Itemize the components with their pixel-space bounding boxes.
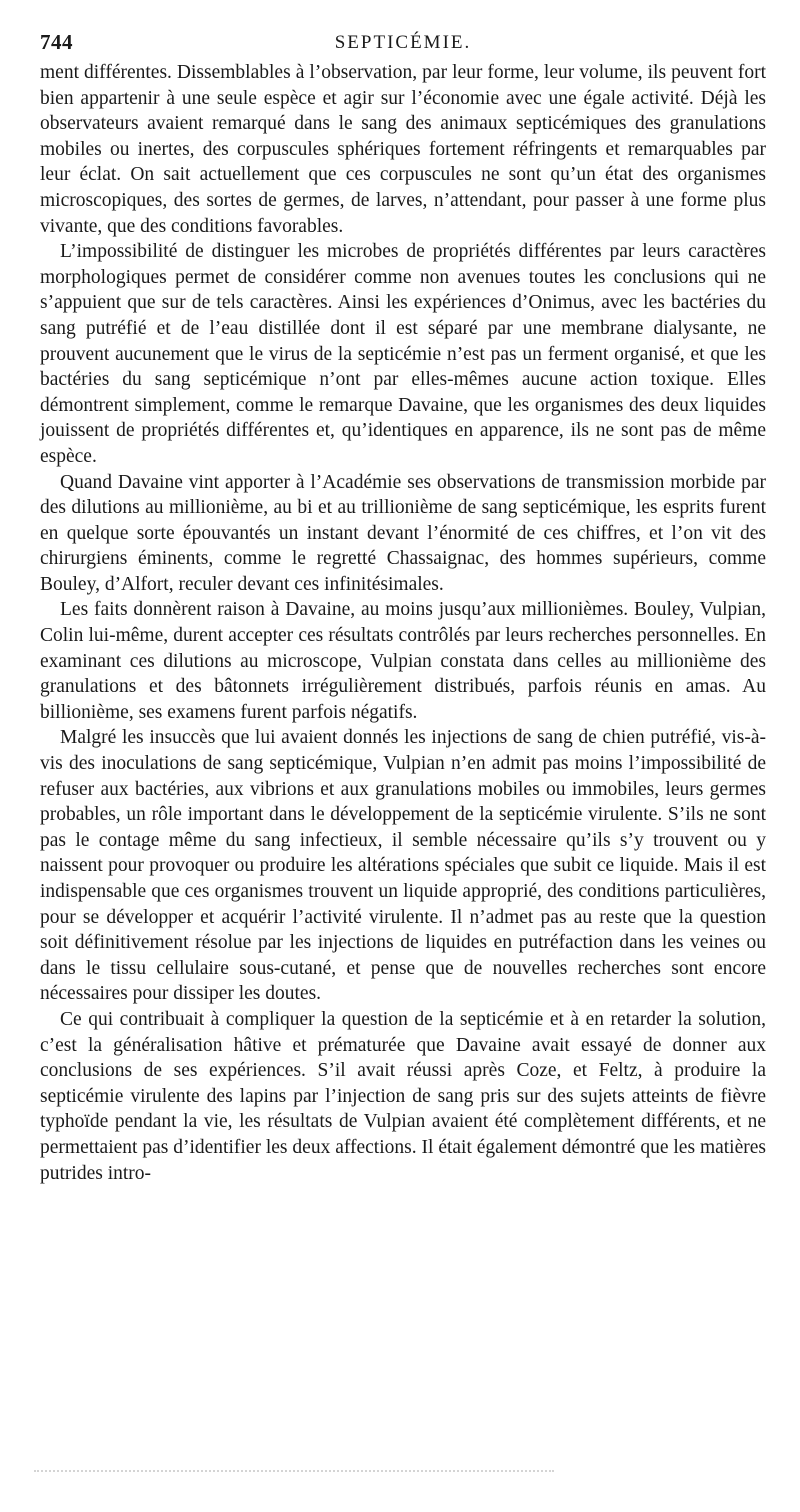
paragraph: Les faits donnèrent raison à Davaine, au moins jusqu’aux millionièmes. Bouley, Vulpian, Colin lui-même, durent accepter ces résultats contrôlés par leurs recherches personnelles. En examinant ces dilutions au microscope, Vulpian constata dans celles au millionième des granulations et des bâtonnets irrégulièrement distribués, parfois réunis en amas. Au billionième, ses examens furent parfois négatifs. <box>40 599 766 723</box>
paragraph: L’impossibilité de distinguer les microbes de propriétés différentes par leurs caractères morphologiques permet de considérer comme non avenues toutes les conclusions qui ne s’appuient que sur de tels caractères. Ainsi les expériences d’Onimus, avec les bactéries du sang putréfié et de l’eau distillée dont il est séparé par une membrane dialysante, ne prouvent aucunement que le virus de la septicémie n’est pas un ferment organisé, et que les bactéries du sang septicémique n’ont par elles-mêmes aucune action toxique. Elles démontrent simplement, comme le remarque Davaine, que les organismes des deux liquides jouissent de propriétés différentes et, qu’identiques en apparence, ils ne sont pas de même espèce. <box>40 241 766 467</box>
running-head <box>40 30 766 60</box>
paragraph-continued: ment différentes. Dissemblables à l’observation, par leur forme, leur volume, ils peuvent fort bien appartenir à une seule espèce et agir sur l’économie avec une égale activité. Déjà les observateurs avaient remarqué dans le sang des animaux septicémiques des granulations mobiles ou inertes, des corpuscules sphériques fortement réfringents et remarquables par leur éclat. On sait actuellement que ces corpuscules ne sont qu’un état des organismes microscopiques, des sortes de germes, de larves, n’attendant, pour passer à une forme plus vivante, que des conditions favorables. <box>40 62 766 237</box>
paragraph: Malgré les insuccès que lui avaient donnés les injections de sang de chien putréfié, vis-à-vis des inoculations de sang septicémique, Vulpian n’en admit pas moins l’impossibilité de refuser aux bactéries, aux vibrions et aux granulations mobiles ou immobiles, leurs germes probables, un rôle important dans le développement de la septicémie virulente. S’ils ne sont pas le contage même du sang infectieux, il semble nécessaire qu’ils s’y trouvent ou y naissent pour provoquer ou produire les altérations spéciales que subit ce liquide. Mais il est indispensable que ces organismes trouvent un liquide approprié, des conditions particulières, pour se développer et acquérir l’activité virulente. Il n’admet pas au reste que la question soit définitivement résolue par les injections de liquides en putréfaction dans les veines ou dans le tissu cellulaire sous-cutané, et pense que de nouvelles recherches sont encore nécessaires pour dissiper les doutes. <box>40 727 766 1005</box>
scan-smudge <box>34 1470 554 1476</box>
book-page <box>40 30 766 1186</box>
page-number: 744 <box>40 30 73 54</box>
header-title: SEPTICÉMIE. <box>334 32 472 53</box>
paragraph: Quand Davaine vint apporter à l’Académie ses observations de transmission morbide par des dilutions au millionième, au bi et au trillionième de sang septicémique, les esprits furent en quelque sorte épouvantés un instant devant l’énormité de ces chiffres, et l’on vit des chirurgiens éminents, comme le regretté Chassaignac, des hommes supérieurs, comme Bouley, d’Alfort, reculer devant ces infinitésimales. <box>40 471 766 595</box>
body-text <box>40 60 766 1186</box>
paragraph: Ce qui contribuait à compliquer la question de la septicémie et à en retarder la solution, c’est la généralisation hâtive et prématurée que Davaine avait essayé de donner aux conclusions de ses expériences. S’il avait réussi après Coze, et Feltz, à produire la septicémie virulente des lapins par l’injection de sang pris sur des sujets atteints de fièvre typhoïde pendant la vie, les résultats de Vulpian avaient été complètement différents, et ne permettaient pas d’identifier les deux affections. Il était également démontré que les matières putrides intro- <box>40 1008 766 1184</box>
